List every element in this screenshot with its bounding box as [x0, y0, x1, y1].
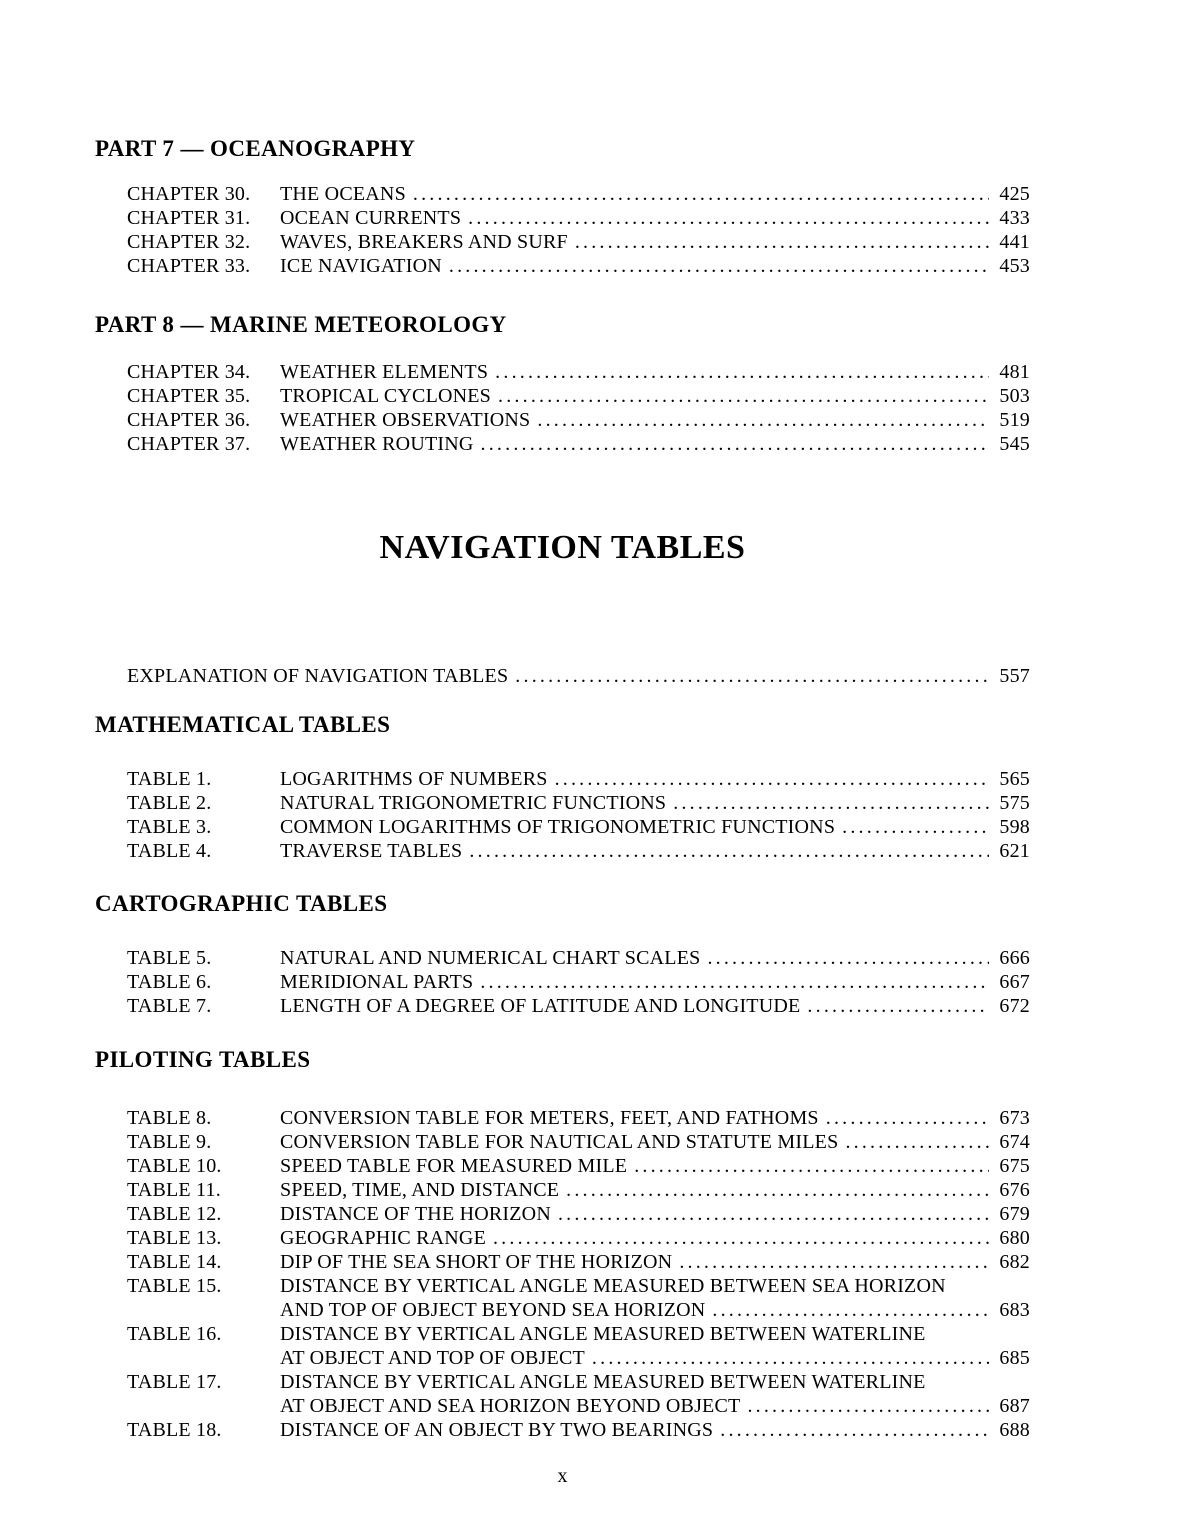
- entry-title: CONVERSION TABLE FOR NAUTICAL AND STATUTE MILES: [280, 1131, 839, 1153]
- dot-leader: [575, 230, 989, 254]
- entry-page-number: 682: [999, 1251, 1030, 1273]
- entry-page-number: 680: [999, 1227, 1030, 1249]
- entry-page-number: 666: [999, 947, 1030, 969]
- entry-label: CHAPTER 32.: [127, 231, 251, 253]
- toc-entry-table-1: [127, 767, 1030, 791]
- entry-page-number: 674: [999, 1131, 1030, 1153]
- toc-entry-table-15-line-1: [127, 1274, 1030, 1298]
- entry-page-number: 667: [999, 971, 1030, 993]
- explanation-entry-wrap: [127, 664, 1030, 688]
- entry-page-number: 688: [999, 1419, 1030, 1441]
- toc-entry-table-8: [127, 1106, 1030, 1130]
- toc-entry-chapter-36: [127, 408, 1030, 432]
- entry-title: CONVERSION TABLE FOR METERS, FEET, AND FATHOMS: [280, 1107, 819, 1129]
- toc-entry-table-10: [127, 1154, 1030, 1178]
- entry-title: WEATHER ROUTING: [280, 433, 474, 455]
- mathematical-tables-heading: MATHEMATICAL TABLES: [95, 712, 391, 737]
- dot-leader: [469, 839, 989, 863]
- dot-leader: [826, 1106, 989, 1130]
- toc-entry-table-16-line-1: [127, 1322, 1030, 1346]
- entry-title: DISTANCE OF THE HORIZON: [280, 1203, 551, 1225]
- entry-title: NATURAL AND NUMERICAL CHART SCALES: [280, 947, 701, 969]
- dot-leader: [493, 1226, 989, 1250]
- entry-label: CHAPTER 37.: [127, 433, 251, 455]
- toc-entry-chapter-33: [127, 254, 1030, 278]
- entry-page-number: 672: [999, 995, 1030, 1017]
- dot-leader: [720, 1418, 989, 1442]
- entry-title: SPEED TABLE FOR MEASURED MILE: [280, 1155, 628, 1177]
- entry-title: GEOGRAPHIC RANGE: [280, 1227, 486, 1249]
- part-7-section: [95, 135, 1030, 278]
- entry-title: OCEAN CURRENTS: [280, 207, 462, 229]
- toc-entry-table-2: [127, 791, 1030, 815]
- entry-title: ICE NAVIGATION: [280, 255, 442, 277]
- entry-label: CHAPTER 36.: [127, 409, 251, 431]
- entry-title: DIP OF THE SEA SHORT OF THE HORIZON: [280, 1251, 673, 1273]
- entry-page-number: 441: [999, 231, 1030, 253]
- entry-title: TRAVERSE TABLES: [280, 840, 463, 862]
- toc-entry-chapter-30: [127, 182, 1030, 206]
- dot-leader: [480, 970, 989, 994]
- piloting-tables-heading: PILOTING TABLES: [95, 1047, 311, 1072]
- dot-leader: [555, 767, 989, 791]
- dot-leader: [515, 664, 989, 688]
- entry-page-number: 675: [999, 1155, 1030, 1177]
- toc-entry-table-18: [127, 1418, 1030, 1442]
- entry-page-number: 685: [999, 1347, 1030, 1369]
- entry-title: WEATHER ELEMENTS: [280, 361, 489, 383]
- entry-title: DISTANCE BY VERTICAL ANGLE MEASURED BETWEEN SEA HORIZON: [280, 1275, 946, 1297]
- dot-leader: [747, 1394, 989, 1418]
- dot-leader: [634, 1154, 989, 1178]
- entry-page-number: 621: [999, 840, 1030, 862]
- entry-page-number: 565: [999, 768, 1030, 790]
- dot-leader: [566, 1178, 989, 1202]
- toc-entry-table-16-line-2: [127, 1346, 1030, 1370]
- dot-leader: [537, 408, 989, 432]
- dot-leader: [679, 1250, 989, 1274]
- entry-label: TABLE 2.: [127, 792, 212, 814]
- toc-entry-table-7: [127, 994, 1030, 1018]
- entry-label: CHAPTER 35.: [127, 385, 251, 407]
- entry-title: SPEED, TIME, AND DISTANCE: [280, 1179, 560, 1201]
- entry-page-number: 503: [999, 385, 1030, 407]
- entry-label: CHAPTER 30.: [127, 183, 251, 205]
- entry-page-number: 687: [999, 1395, 1030, 1417]
- entry-title: AT OBJECT AND SEA HORIZON BEYOND OBJECT: [280, 1395, 741, 1417]
- toc-entry-table-11: [127, 1178, 1030, 1202]
- dot-leader: [592, 1346, 989, 1370]
- cartographic-tables-heading: CARTOGRAPHIC TABLES: [95, 891, 388, 916]
- entry-page-number: 679: [999, 1203, 1030, 1225]
- entry-label: CHAPTER 31.: [127, 207, 251, 229]
- toc-entry-table-15-line-2: [127, 1298, 1030, 1322]
- toc-entry-chapter-34: [127, 360, 1030, 384]
- entry-title: MERIDIONAL PARTS: [280, 971, 474, 993]
- part-8-heading: PART 8 — MARINE METEOROLOGY: [95, 312, 507, 337]
- entry-label: TABLE 7.: [127, 995, 212, 1017]
- entry-page-number: 519: [999, 409, 1030, 431]
- entry-label: TABLE 14.: [127, 1251, 222, 1273]
- folio-page-number: x: [557, 1465, 568, 1487]
- dot-leader: [673, 791, 989, 815]
- toc-entry-explanation: [127, 664, 1030, 688]
- entry-title: DISTANCE OF AN OBJECT BY TWO BEARINGS: [280, 1419, 714, 1441]
- dot-leader: [449, 254, 989, 278]
- piloting-tables-section: [95, 1046, 1030, 1442]
- entry-label: TABLE 18.: [127, 1419, 222, 1441]
- entry-label: TABLE 11.: [127, 1179, 221, 1201]
- toc-entry-table-12: [127, 1202, 1030, 1226]
- entry-page-number: 545: [999, 433, 1030, 455]
- entry-title: LENGTH OF A DEGREE OF LATITUDE AND LONGITUDE: [280, 995, 801, 1017]
- dot-leader: [712, 1298, 989, 1322]
- dot-leader: [558, 1202, 989, 1226]
- dot-leader: [807, 994, 989, 1018]
- toc-entry-table-9: [127, 1130, 1030, 1154]
- entry-label: CHAPTER 34.: [127, 361, 251, 383]
- dot-leader: [707, 946, 989, 970]
- mathematical-tables-section: [95, 711, 1030, 863]
- entry-label: TABLE 6.: [127, 971, 212, 993]
- toc-entry-chapter-37: [127, 432, 1030, 456]
- entry-title: COMMON LOGARITHMS OF TRIGONOMETRIC FUNCTIONS: [280, 816, 836, 838]
- entry-label: TABLE 16.: [127, 1323, 222, 1345]
- entry-label: TABLE 9.: [127, 1131, 212, 1153]
- entry-page-number: 676: [999, 1179, 1030, 1201]
- entry-title: DISTANCE BY VERTICAL ANGLE MEASURED BETWEEN WATERLINE: [280, 1371, 926, 1393]
- dot-leader: [842, 815, 989, 839]
- entry-title: DISTANCE BY VERTICAL ANGLE MEASURED BETWEEN WATERLINE: [280, 1323, 926, 1345]
- toc-entry-table-17-line-2: [127, 1394, 1030, 1418]
- piloting-tables-list: [127, 1106, 1030, 1442]
- toc-entry-table-3: [127, 815, 1030, 839]
- entry-label: TABLE 4.: [127, 840, 212, 862]
- entry-label: TABLE 8.: [127, 1107, 212, 1129]
- entry-title: LOGARITHMS OF NUMBERS: [280, 768, 548, 790]
- toc-entry-table-5: [127, 946, 1030, 970]
- entry-page-number: 557: [999, 665, 1030, 687]
- cartographic-tables-section: [95, 890, 1030, 1018]
- entry-page-number: 683: [999, 1299, 1030, 1321]
- dot-leader: [481, 432, 989, 456]
- entry-label: TABLE 3.: [127, 816, 212, 838]
- entry-title: AT OBJECT AND TOP OF OBJECT: [280, 1347, 585, 1369]
- cartographic-tables-list: [127, 946, 1030, 1018]
- part-7-heading: PART 7 — OCEANOGRAPHY: [95, 136, 416, 161]
- toc-entry-chapter-35: [127, 384, 1030, 408]
- entry-title: EXPLANATION OF NAVIGATION TABLES: [127, 665, 509, 687]
- entry-page-number: 433: [999, 207, 1030, 229]
- toc-entry-chapter-31: [127, 206, 1030, 230]
- entry-page-number: 673: [999, 1107, 1030, 1129]
- entry-title: NATURAL TRIGONOMETRIC FUNCTIONS: [280, 792, 667, 814]
- dot-leader: [495, 360, 989, 384]
- toc-entry-table-13: [127, 1226, 1030, 1250]
- entry-title: TROPICAL CYCLONES: [280, 385, 492, 407]
- entry-page-number: 425: [999, 183, 1030, 205]
- mathematical-tables-list: [127, 767, 1030, 863]
- entry-page-number: 481: [999, 361, 1030, 383]
- entry-title: AND TOP OF OBJECT BEYOND SEA HORIZON: [280, 1299, 706, 1321]
- entry-page-number: 598: [999, 816, 1030, 838]
- dot-leader: [498, 384, 989, 408]
- entry-label: TABLE 1.: [127, 768, 212, 790]
- entry-label: TABLE 12.: [127, 1203, 222, 1225]
- toc-entry-table-17-line-1: [127, 1370, 1030, 1394]
- toc-entry-chapter-32: [127, 230, 1030, 254]
- entry-label: TABLE 17.: [127, 1371, 222, 1393]
- entry-label: TABLE 13.: [127, 1227, 222, 1249]
- entry-title: THE OCEANS: [280, 183, 406, 205]
- entry-page-number: 575: [999, 792, 1030, 814]
- toc-entry-table-6: [127, 970, 1030, 994]
- entry-label: TABLE 10.: [127, 1155, 222, 1177]
- toc-entry-table-4: [127, 839, 1030, 863]
- part-8-section: [95, 311, 1030, 456]
- dot-leader: [413, 182, 989, 206]
- entry-label: TABLE 5.: [127, 947, 212, 969]
- dot-leader: [468, 206, 989, 230]
- toc-entry-table-14: [127, 1250, 1030, 1274]
- dot-leader: [845, 1130, 989, 1154]
- part-7-chapter-list: [127, 182, 1030, 278]
- entry-page-number: 453: [999, 255, 1030, 277]
- entry-title: WAVES, BREAKERS AND SURF: [280, 231, 568, 253]
- entry-title: WEATHER OBSERVATIONS: [280, 409, 531, 431]
- entry-label: CHAPTER 33.: [127, 255, 251, 277]
- entry-label: TABLE 15.: [127, 1275, 222, 1297]
- navigation-tables-title: NAVIGATION TABLES: [379, 529, 746, 566]
- part-8-chapter-list: [127, 360, 1030, 456]
